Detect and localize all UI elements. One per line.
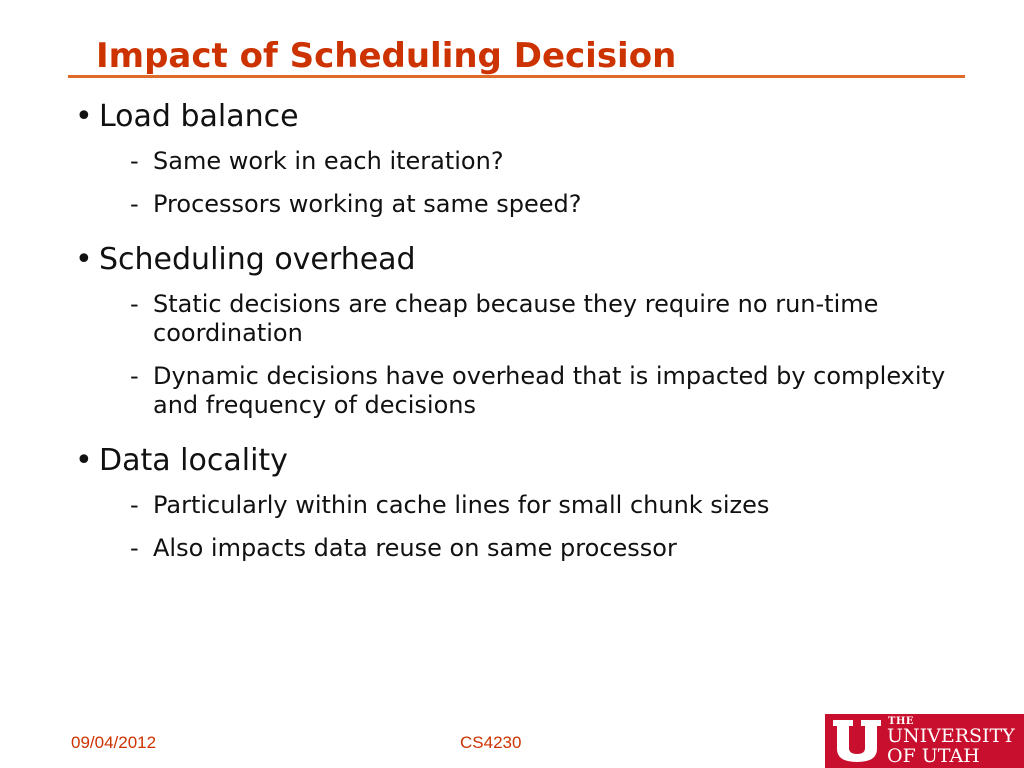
bullet-text: Scheduling overhead: [99, 242, 416, 277]
footer-course: CS4230: [460, 733, 522, 752]
title-underline: [68, 75, 965, 78]
sub-glyph: -: [130, 147, 139, 175]
sub-bullet: [130, 362, 970, 420]
bullet-glyph: •: [75, 242, 93, 277]
sub-bullet-text: Dynamic decisions have overhead that is impacted by complexity and frequency of decisions: [153, 362, 946, 419]
bullet-glyph: •: [75, 99, 93, 134]
bullet-data-locality: [75, 443, 288, 479]
sub-glyph: -: [130, 290, 139, 318]
bullet-scheduling-overhead: [75, 242, 416, 278]
sub-glyph: -: [130, 190, 139, 218]
block-u-icon: [831, 718, 883, 764]
sub-bullet: [130, 290, 970, 348]
logo-line-of-utah: OF UTAH: [887, 745, 980, 767]
sub-bullet: [130, 491, 970, 520]
bullet-load-balance: [75, 99, 299, 135]
sub-bullet: [130, 190, 970, 219]
sub-bullet-text: Same work in each iteration?: [153, 147, 504, 175]
sub-bullet-text: Static decisions are cheap because they require no run-time coordination: [153, 290, 879, 347]
sub-glyph: -: [130, 362, 139, 390]
bullet-text: Load balance: [99, 99, 299, 134]
bullet-text: Data locality: [99, 443, 288, 478]
slide-title: Impact of Scheduling Decision: [96, 36, 677, 76]
sub-bullet-text: Particularly within cache lines for small chunk sizes: [153, 491, 770, 519]
sub-glyph: -: [130, 491, 139, 519]
footer-date: 09/04/2012: [71, 733, 157, 752]
logo-line-university: UNIVERSITY: [887, 725, 1015, 747]
university-logo: [825, 714, 1024, 768]
logo-line-the: THE: [888, 716, 915, 727]
sub-bullet-text: Also impacts data reuse on same processor: [153, 534, 677, 562]
bullet-glyph: •: [75, 443, 93, 478]
sub-bullet: [130, 534, 970, 563]
sub-bullet-text: Processors working at same speed?: [153, 190, 582, 218]
sub-glyph: -: [130, 534, 139, 562]
sub-bullet: [130, 147, 970, 176]
